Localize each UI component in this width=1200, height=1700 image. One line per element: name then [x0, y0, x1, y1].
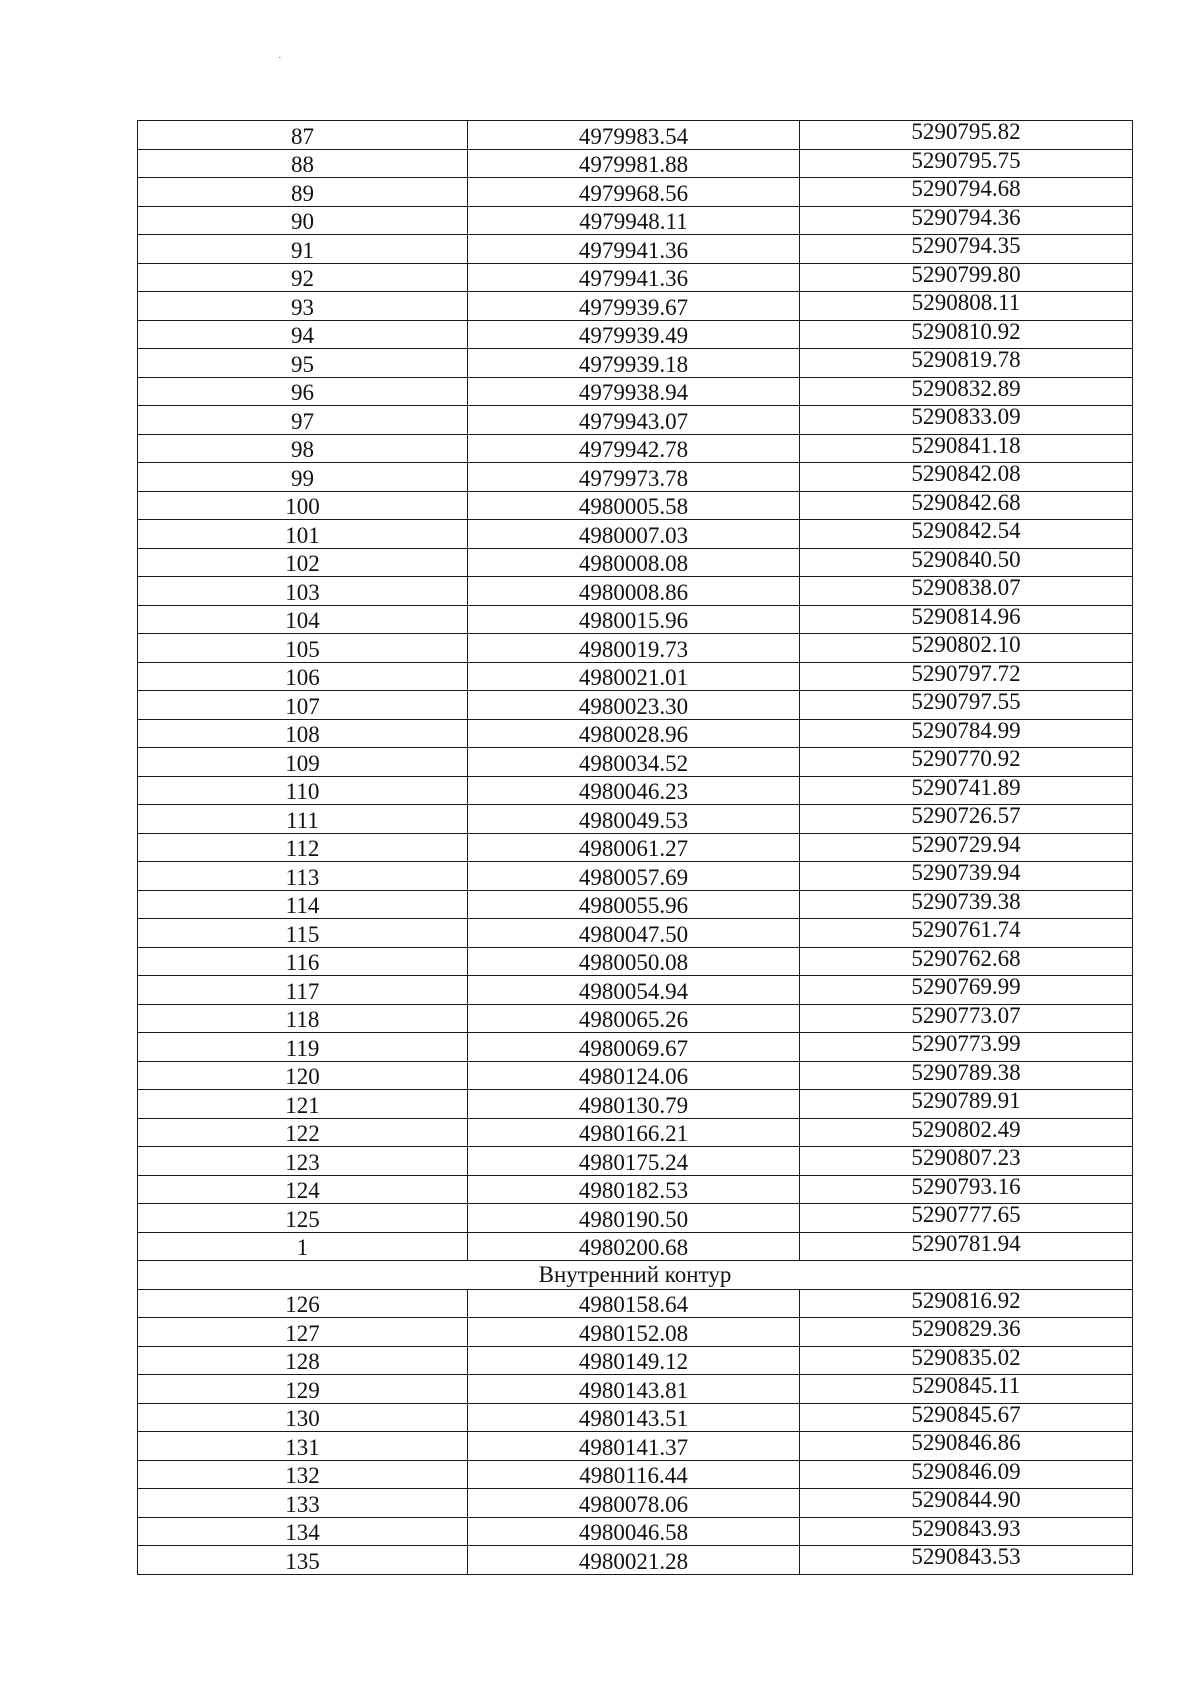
table-row	[138, 149, 1133, 178]
y-coordinate-cell: 5290777.65	[800, 1204, 1133, 1233]
y-coordinate-cell: 5290846.09	[800, 1460, 1133, 1489]
point-number-cell: 101	[138, 520, 468, 549]
x-coordinate-cell: 4980019.73	[468, 634, 800, 663]
x-coordinate-cell: 4980047.50	[468, 919, 800, 948]
y-coordinate-cell: 5290795.82	[800, 121, 1133, 150]
point-number-cell: 126	[138, 1289, 468, 1318]
y-coordinate-cell: 5290739.38	[800, 890, 1133, 919]
table-row	[138, 320, 1133, 349]
y-coordinate-cell: 5290781.94	[800, 1232, 1133, 1261]
point-number-cell: 114	[138, 890, 468, 919]
y-coordinate-cell: 5290832.89	[800, 377, 1133, 406]
x-coordinate-cell: 4979941.36	[468, 235, 800, 264]
table-row	[138, 235, 1133, 264]
table-row	[138, 463, 1133, 492]
table-row	[138, 178, 1133, 207]
x-coordinate-cell: 4979941.36	[468, 263, 800, 292]
y-coordinate-cell: 5290816.92	[800, 1289, 1133, 1318]
table-row	[138, 1090, 1133, 1119]
table-row	[138, 1546, 1133, 1575]
table-row	[138, 1460, 1133, 1489]
x-coordinate-cell: 4979939.67	[468, 292, 800, 321]
y-coordinate-cell: 5290819.78	[800, 349, 1133, 378]
table-row	[138, 263, 1133, 292]
x-coordinate-cell: 4980055.96	[468, 890, 800, 919]
x-coordinate-cell: 4980023.30	[468, 691, 800, 720]
y-coordinate-cell: 5290773.99	[800, 1033, 1133, 1062]
point-number-cell: 118	[138, 1004, 468, 1033]
point-number-cell: 94	[138, 320, 468, 349]
y-coordinate-cell: 5290838.07	[800, 577, 1133, 606]
y-coordinate-cell: 5290841.18	[800, 434, 1133, 463]
y-coordinate-cell: 5290789.91	[800, 1090, 1133, 1119]
point-number-cell: 131	[138, 1432, 468, 1461]
table-row	[138, 605, 1133, 634]
table-row	[138, 1517, 1133, 1546]
x-coordinate-cell: 4980069.67	[468, 1033, 800, 1062]
point-number-cell: 105	[138, 634, 468, 663]
y-coordinate-cell: 5290795.75	[800, 149, 1133, 178]
table-row	[138, 890, 1133, 919]
y-coordinate-cell: 5290833.09	[800, 406, 1133, 435]
y-coordinate-cell: 5290769.99	[800, 976, 1133, 1005]
x-coordinate-cell: 4979948.11	[468, 206, 800, 235]
section-row	[138, 1261, 1133, 1290]
x-coordinate-cell: 4979973.78	[468, 463, 800, 492]
point-number-cell: 88	[138, 149, 468, 178]
y-coordinate-cell: 5290789.38	[800, 1061, 1133, 1090]
point-number-cell: 130	[138, 1403, 468, 1432]
x-coordinate-cell: 4980028.96	[468, 719, 800, 748]
x-coordinate-cell: 4980116.44	[468, 1460, 800, 1489]
x-coordinate-cell: 4979981.88	[468, 149, 800, 178]
table-row	[138, 862, 1133, 891]
table-row	[138, 377, 1133, 406]
table-row	[138, 1289, 1133, 1318]
x-coordinate-cell: 4979939.18	[468, 349, 800, 378]
table-row	[138, 577, 1133, 606]
x-coordinate-cell: 4979983.54	[468, 121, 800, 150]
table-row	[138, 833, 1133, 862]
table-row	[138, 662, 1133, 691]
section-divider	[138, 1261, 1133, 1290]
y-coordinate-cell: 5290846.86	[800, 1432, 1133, 1461]
table-row	[138, 292, 1133, 321]
y-coordinate-cell: 5290829.36	[800, 1318, 1133, 1347]
y-coordinate-cell: 5290770.92	[800, 748, 1133, 777]
table-row	[138, 491, 1133, 520]
y-coordinate-cell: 5290845.11	[800, 1375, 1133, 1404]
x-coordinate-cell: 4980200.68	[468, 1232, 800, 1261]
x-coordinate-cell: 4980078.06	[468, 1489, 800, 1518]
y-coordinate-cell: 5290810.92	[800, 320, 1133, 349]
x-coordinate-cell: 4980141.37	[468, 1432, 800, 1461]
y-coordinate-cell: 5290808.11	[800, 292, 1133, 321]
y-coordinate-cell: 5290797.72	[800, 662, 1133, 691]
x-coordinate-cell: 4980021.28	[468, 1546, 800, 1575]
point-number-cell: 1	[138, 1232, 468, 1261]
y-coordinate-cell: 5290773.07	[800, 1004, 1133, 1033]
x-coordinate-cell: 4980046.23	[468, 776, 800, 805]
point-number-cell: 110	[138, 776, 468, 805]
point-number-cell: 115	[138, 919, 468, 948]
table-row	[138, 1318, 1133, 1347]
table-row	[138, 947, 1133, 976]
point-number-cell: 113	[138, 862, 468, 891]
x-coordinate-cell: 4980054.94	[468, 976, 800, 1005]
point-number-cell: 93	[138, 292, 468, 321]
table-row	[138, 776, 1133, 805]
point-number-cell: 127	[138, 1318, 468, 1347]
x-coordinate-cell: 4980158.64	[468, 1289, 800, 1318]
x-coordinate-cell: 4980005.58	[468, 491, 800, 520]
y-coordinate-cell: 5290729.94	[800, 833, 1133, 862]
x-coordinate-cell: 4980143.51	[468, 1403, 800, 1432]
x-coordinate-cell: 4979943.07	[468, 406, 800, 435]
point-number-cell: 117	[138, 976, 468, 1005]
x-coordinate-cell: 4980021.01	[468, 662, 800, 691]
y-coordinate-cell: 5290814.96	[800, 605, 1133, 634]
page-scan-mark: ·	[278, 52, 282, 64]
point-number-cell: 125	[138, 1204, 468, 1233]
point-number-cell: 97	[138, 406, 468, 435]
table-row	[138, 976, 1133, 1005]
table-row	[138, 1489, 1133, 1518]
point-number-cell: 119	[138, 1033, 468, 1062]
point-number-cell: 120	[138, 1061, 468, 1090]
table-row	[138, 1033, 1133, 1062]
y-coordinate-cell: 5290794.36	[800, 206, 1133, 235]
x-coordinate-cell: 4980175.24	[468, 1147, 800, 1176]
inner-contour-rows	[138, 1289, 1133, 1574]
table-row	[138, 520, 1133, 549]
x-coordinate-cell: 4980124.06	[468, 1061, 800, 1090]
table-row	[138, 434, 1133, 463]
x-coordinate-cell: 4980050.08	[468, 947, 800, 976]
table-row	[138, 1375, 1133, 1404]
coordinates-table	[137, 120, 1133, 1575]
point-number-cell: 124	[138, 1175, 468, 1204]
table-row	[138, 1175, 1133, 1204]
section-heading: Внутренний контур	[138, 1261, 1133, 1290]
x-coordinate-cell: 4980149.12	[468, 1346, 800, 1375]
y-coordinate-cell: 5290799.80	[800, 263, 1133, 292]
table-row	[138, 1147, 1133, 1176]
x-coordinate-cell: 4980166.21	[468, 1118, 800, 1147]
x-coordinate-cell: 4980143.81	[468, 1375, 800, 1404]
x-coordinate-cell: 4979968.56	[468, 178, 800, 207]
point-number-cell: 128	[138, 1346, 468, 1375]
x-coordinate-cell: 4980182.53	[468, 1175, 800, 1204]
point-number-cell: 116	[138, 947, 468, 976]
x-coordinate-cell: 4979938.94	[468, 377, 800, 406]
x-coordinate-cell: 4980065.26	[468, 1004, 800, 1033]
table-row	[138, 349, 1133, 378]
point-number-cell: 122	[138, 1118, 468, 1147]
y-coordinate-cell: 5290793.16	[800, 1175, 1133, 1204]
y-coordinate-cell: 5290807.23	[800, 1147, 1133, 1176]
x-coordinate-cell: 4980046.58	[468, 1517, 800, 1546]
table-row	[138, 691, 1133, 720]
point-number-cell: 111	[138, 805, 468, 834]
y-coordinate-cell: 5290844.90	[800, 1489, 1133, 1518]
table-row	[138, 121, 1133, 150]
y-coordinate-cell: 5290784.99	[800, 719, 1133, 748]
table-row	[138, 1232, 1133, 1261]
y-coordinate-cell: 5290842.54	[800, 520, 1133, 549]
y-coordinate-cell: 5290802.49	[800, 1118, 1133, 1147]
table-row	[138, 1118, 1133, 1147]
y-coordinate-cell: 5290802.10	[800, 634, 1133, 663]
y-coordinate-cell: 5290843.93	[800, 1517, 1133, 1546]
y-coordinate-cell: 5290726.57	[800, 805, 1133, 834]
point-number-cell: 102	[138, 548, 468, 577]
point-number-cell: 108	[138, 719, 468, 748]
point-number-cell: 103	[138, 577, 468, 606]
table-row	[138, 1061, 1133, 1090]
table-row	[138, 748, 1133, 777]
point-number-cell: 90	[138, 206, 468, 235]
point-number-cell: 95	[138, 349, 468, 378]
x-coordinate-cell: 4980152.08	[468, 1318, 800, 1347]
x-coordinate-cell: 4980008.86	[468, 577, 800, 606]
y-coordinate-cell: 5290761.74	[800, 919, 1133, 948]
table-row	[138, 548, 1133, 577]
y-coordinate-cell: 5290835.02	[800, 1346, 1133, 1375]
table-row	[138, 634, 1133, 663]
y-coordinate-cell: 5290797.55	[800, 691, 1133, 720]
y-coordinate-cell: 5290842.08	[800, 463, 1133, 492]
point-number-cell: 106	[138, 662, 468, 691]
point-number-cell: 112	[138, 833, 468, 862]
y-coordinate-cell: 5290794.68	[800, 178, 1133, 207]
point-number-cell: 96	[138, 377, 468, 406]
table-row	[138, 805, 1133, 834]
point-number-cell: 134	[138, 1517, 468, 1546]
point-number-cell: 129	[138, 1375, 468, 1404]
point-number-cell: 123	[138, 1147, 468, 1176]
point-number-cell: 92	[138, 263, 468, 292]
x-coordinate-cell: 4979942.78	[468, 434, 800, 463]
x-coordinate-cell: 4980015.96	[468, 605, 800, 634]
outer-contour-rows	[138, 121, 1133, 1261]
table-row	[138, 1004, 1133, 1033]
point-number-cell: 91	[138, 235, 468, 264]
x-coordinate-cell: 4980034.52	[468, 748, 800, 777]
x-coordinate-cell: 4980057.69	[468, 862, 800, 891]
point-number-cell: 121	[138, 1090, 468, 1119]
x-coordinate-cell: 4980008.08	[468, 548, 800, 577]
x-coordinate-cell: 4979939.49	[468, 320, 800, 349]
point-number-cell: 99	[138, 463, 468, 492]
x-coordinate-cell: 4980061.27	[468, 833, 800, 862]
y-coordinate-cell: 5290842.68	[800, 491, 1133, 520]
point-number-cell: 107	[138, 691, 468, 720]
table-row	[138, 719, 1133, 748]
y-coordinate-cell: 5290794.35	[800, 235, 1133, 264]
y-coordinate-cell: 5290741.89	[800, 776, 1133, 805]
y-coordinate-cell: 5290762.68	[800, 947, 1133, 976]
point-number-cell: 133	[138, 1489, 468, 1518]
table-row	[138, 1346, 1133, 1375]
y-coordinate-cell: 5290840.50	[800, 548, 1133, 577]
y-coordinate-cell: 5290739.94	[800, 862, 1133, 891]
point-number-cell: 87	[138, 121, 468, 150]
point-number-cell: 132	[138, 1460, 468, 1489]
point-number-cell: 104	[138, 605, 468, 634]
point-number-cell: 100	[138, 491, 468, 520]
table-row	[138, 919, 1133, 948]
x-coordinate-cell: 4980130.79	[468, 1090, 800, 1119]
table-row	[138, 1204, 1133, 1233]
table-row	[138, 206, 1133, 235]
y-coordinate-cell: 5290843.53	[800, 1546, 1133, 1575]
table-row	[138, 1432, 1133, 1461]
x-coordinate-cell: 4980049.53	[468, 805, 800, 834]
point-number-cell: 98	[138, 434, 468, 463]
y-coordinate-cell: 5290845.67	[800, 1403, 1133, 1432]
table-row	[138, 1403, 1133, 1432]
table-row	[138, 406, 1133, 435]
x-coordinate-cell: 4980007.03	[468, 520, 800, 549]
x-coordinate-cell: 4980190.50	[468, 1204, 800, 1233]
point-number-cell: 89	[138, 178, 468, 207]
point-number-cell: 135	[138, 1546, 468, 1575]
point-number-cell: 109	[138, 748, 468, 777]
